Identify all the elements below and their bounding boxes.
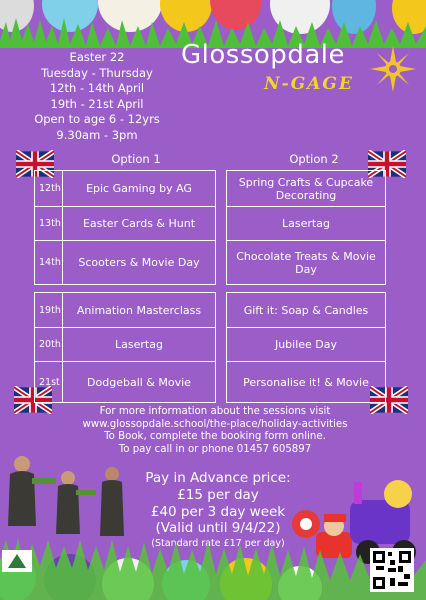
day-cell: 21st [34, 361, 63, 403]
event-dates [18, 50, 176, 144]
event-name: Easter 22 [69, 50, 125, 64]
day-cell: 13th [34, 206, 63, 241]
standard-rate: (Standard rate £17 per day) [151, 537, 285, 549]
info-line: To Book, complete the booking form online. [104, 431, 326, 443]
option2-header: Option 2 [289, 152, 339, 166]
option1-activity: Scooters & Movie Day [62, 240, 216, 285]
day-cell: 19th [34, 292, 63, 328]
brand-subtitle: N-GAGE [264, 74, 354, 94]
option2-activity: Spring Crafts & Cupcake Decorating [226, 170, 386, 207]
event-times: 9.30am - 3pm [56, 127, 138, 142]
option2-activity: Gift it: Soap & Candles [226, 292, 386, 328]
option1-activity: Lasertag [62, 327, 216, 362]
option2-activity: Chocolate Treats & Movie Day [226, 240, 386, 285]
brand-title: Glossopdale [181, 40, 345, 70]
day-cell: 20th [34, 327, 63, 362]
website-link[interactable]: www.glossopdale.school/the-place/holiday-activities [82, 418, 348, 430]
bottom-decoration [0, 440, 426, 600]
day-cell: 14th [34, 240, 63, 285]
price-per-week: £40 per 3 day week [150, 503, 286, 520]
option1-activity: Epic Gaming by AG [62, 170, 216, 207]
sun-logo-icon [368, 44, 418, 94]
price-valid-until: (Valid until 9/4/22) [155, 520, 281, 536]
day-cell: 12th [34, 170, 63, 207]
qr-code-icon [370, 548, 414, 592]
pricing-heading: Pay in Advance price: [145, 470, 291, 486]
event-week1-dates: 12th - 14th April [49, 81, 145, 96]
price-per-day: £15 per day [177, 487, 259, 503]
phone-line: To pay call in or phone 01457 605897 [118, 443, 312, 455]
info-line: For more information about the sessions visit [99, 406, 331, 417]
option1-activity: Dodgeball & Movie [62, 361, 216, 403]
option2-activity: Jubilee Day [226, 327, 386, 362]
kids-lasertag-photo [8, 456, 124, 536]
option1-header: Option 1 [111, 152, 161, 166]
option2-activity: Personalise it! & Movie [226, 361, 386, 403]
event-week2-dates: 19th - 21st April [50, 96, 144, 111]
option1-activity: Easter Cards & Hunt [62, 206, 216, 241]
option1-activity: Animation Masterclass [62, 292, 216, 328]
option2-activity: Lasertag [226, 206, 386, 241]
event-days: Tuesday - Thursday [41, 65, 153, 80]
event-age-range: Open to age 6 - 12yrs [34, 112, 160, 127]
